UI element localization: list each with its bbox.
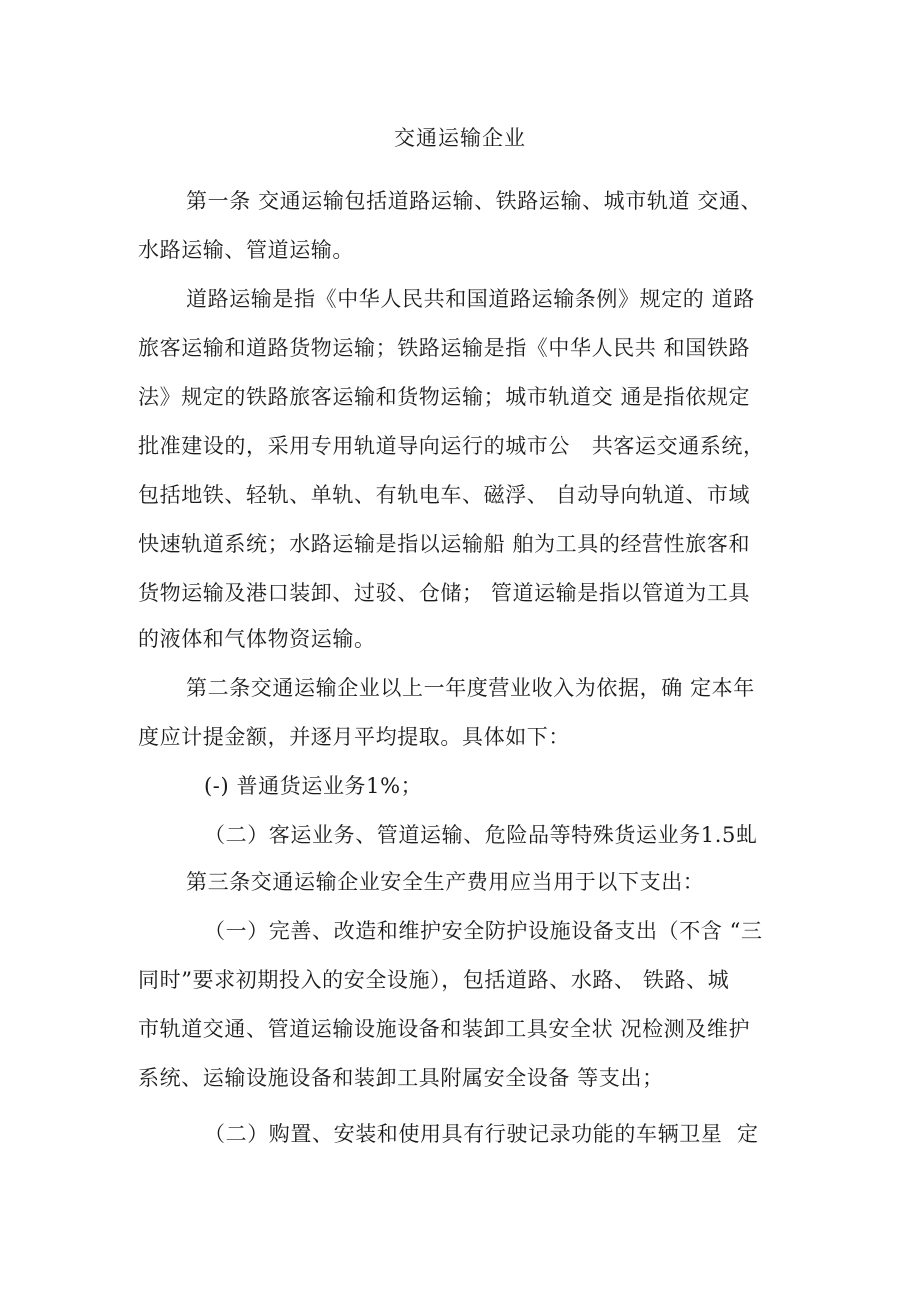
list-item-line: （二）购置、安装和使用具有行驶记录功能的车辆卫星 定 bbox=[204, 1122, 759, 1146]
paragraph-line: 水路运输、管道运输。 bbox=[138, 238, 354, 262]
paragraph-line: 货物运输及港口装卸、过驳、仓储； 管道运输是指以管道为工具 bbox=[138, 581, 751, 605]
document-title: 交通运输企业 bbox=[394, 126, 526, 150]
paragraph-line: 市轨道交通、管道运输设施设备和装卸工具安全状 况检测及维护 bbox=[138, 1017, 751, 1041]
paragraph-line: 度应计提金额，并逐月平均提取。具体如下： bbox=[138, 725, 570, 749]
paragraph-line: 第一条 交通运输包括道路运输、铁路运输、城市轨道 交通、 bbox=[186, 189, 763, 213]
paragraph-line: 包括地铁、轻轨、单轨、有轨电车、磁浮、 自动导向轨道、市域 bbox=[138, 483, 751, 507]
paragraph-line: 批准建设的，采用专用轨道导向运行的城市公 共客运交通系统， bbox=[138, 434, 765, 458]
list-item-line: (-) 普通货运业务1%； bbox=[204, 774, 423, 798]
paragraph-line: 快速轨道系统；水路运输是指以运输船 舶为工具的经营性旅客和 bbox=[138, 532, 751, 556]
list-item-line: （一）完善、改造和维护安全防护设施设备支出（不含 “三 bbox=[204, 919, 763, 943]
paragraph-line: 第二条交通运输企业以上一年度营业收入为依据，确 定本年 bbox=[186, 676, 755, 700]
paragraph-line: 道路运输是指《中华人民共和国道路运输条例》规定的 道路 bbox=[186, 287, 755, 311]
paragraph-line: 系统、运输设施设备和装卸工具附属安全设备 等支出； bbox=[138, 1066, 664, 1090]
list-item-line: （二）客运业务、管道运输、危险品等特殊货运业务1.5虬 bbox=[204, 823, 758, 847]
paragraph-line: 法》规定的铁路旅客运输和货物运输；城市轨道交 通是指依规定 bbox=[138, 385, 751, 409]
paragraph-line: 第三条交通运输企业安全生产费用应当用于以下支出： bbox=[186, 870, 705, 894]
paragraph-line: 的液体和气体物资运输。 bbox=[138, 627, 376, 651]
paragraph-line: 同时”要求初期投入的安全设施），包括道路、水路、 铁路、城 bbox=[138, 968, 730, 992]
paragraph-line: 旅客运输和道路货物运输；铁路运输是指《中华人民共 和国铁路 bbox=[138, 336, 751, 360]
